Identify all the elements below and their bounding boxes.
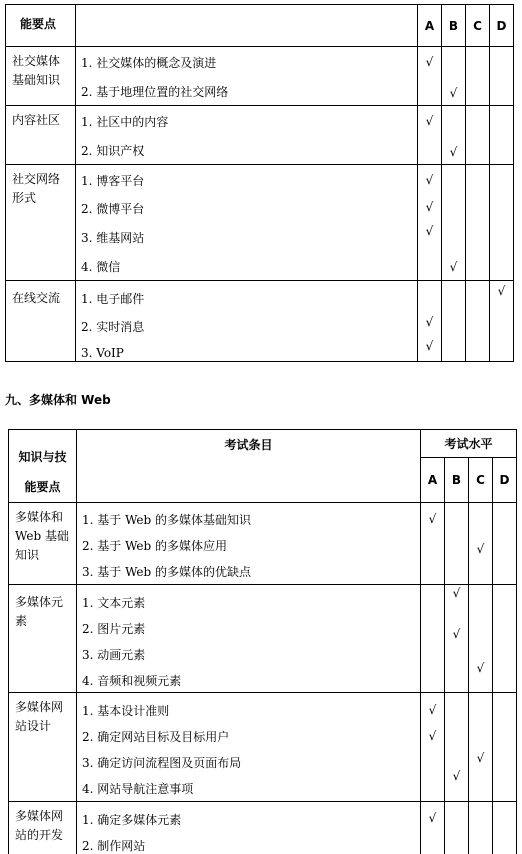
table-row — [9, 503, 517, 585]
level-cell-a — [421, 693, 445, 802]
check-mark: √ — [476, 661, 485, 675]
table-row — [6, 47, 514, 106]
list-item: 3. VoIP — [81, 346, 124, 360]
header-level-b: B — [442, 5, 466, 47]
check-mark: √ — [428, 703, 437, 717]
list-item: 1. 社交媒体的概念及演进 — [81, 56, 217, 70]
list-item: 4. 微信 — [81, 260, 121, 274]
table-row — [9, 693, 517, 802]
items-cell — [77, 585, 421, 693]
table-row — [6, 106, 514, 165]
check-mark: √ — [449, 145, 458, 159]
table-header-row — [9, 430, 517, 458]
list-item: 1. 确定多媒体元素 — [82, 813, 182, 827]
check-mark: √ — [425, 200, 434, 214]
level-cell-b — [445, 802, 469, 854]
items-cell — [76, 165, 418, 281]
check-mark: √ — [452, 769, 461, 783]
header-exam-level: 考试水平 — [421, 430, 517, 458]
list-item: 2. 基于 Web 的多媒体应用 — [82, 539, 228, 553]
level-cell-c — [469, 802, 493, 854]
list-item: 4. 音频和视频元素 — [82, 674, 182, 688]
level-cell-b — [442, 281, 466, 362]
level-cell-c — [466, 281, 490, 362]
level-cell-d — [493, 503, 517, 585]
items-cell — [76, 106, 418, 165]
level-cell-a — [418, 106, 442, 165]
level-cell-a — [418, 281, 442, 362]
list-item: 1. 电子邮件 — [81, 292, 145, 306]
check-mark: √ — [428, 512, 437, 526]
list-item: 1. 文本元素 — [82, 596, 146, 610]
table-header-row — [6, 5, 514, 47]
header-knowledge-point: 能要点 — [6, 5, 76, 47]
list-item: 2. 制作网站 — [82, 839, 146, 853]
items-cell — [77, 693, 421, 802]
header-items-blank — [76, 5, 418, 47]
table-row — [6, 281, 514, 362]
list-item: 2. 实时消息 — [81, 320, 145, 334]
category-cell: 社交网络形式 — [6, 165, 76, 281]
level-cell-d — [490, 106, 514, 165]
items-cell — [76, 281, 418, 362]
level-cell-c — [469, 693, 493, 802]
level-cell-b — [445, 585, 469, 693]
table-row — [9, 802, 517, 854]
level-cell-c — [466, 165, 490, 281]
level-cell-d — [493, 802, 517, 854]
header-level-c: C — [469, 457, 493, 502]
check-mark: √ — [452, 627, 461, 641]
level-cell-a — [418, 165, 442, 281]
header-level-c: C — [466, 5, 490, 47]
level-cell-c — [469, 503, 493, 585]
check-mark: √ — [428, 811, 437, 825]
check-mark: √ — [449, 260, 458, 274]
header-knowledge-line2: 能要点 — [24, 480, 61, 494]
section-heading: 九、多媒体和 Web — [5, 393, 111, 407]
category-cell: 多媒体元素 — [9, 585, 77, 693]
check-mark: √ — [476, 751, 485, 765]
check-mark: √ — [425, 224, 434, 238]
level-cell-b — [445, 503, 469, 585]
check-mark: √ — [476, 542, 485, 556]
curriculum-table-multimedia-web — [8, 429, 517, 854]
table-row — [9, 585, 517, 693]
header-level-d: D — [493, 457, 517, 502]
level-cell-d — [493, 585, 517, 693]
items-cell — [77, 802, 421, 854]
check-mark: √ — [425, 173, 434, 187]
level-cell-b — [445, 693, 469, 802]
list-item: 3. 维基网站 — [81, 231, 145, 245]
list-item: 2. 确定网站目标及目标用户 — [82, 730, 230, 744]
level-cell-d — [490, 47, 514, 106]
curriculum-table-social-media — [5, 4, 514, 362]
header-level-a: A — [421, 457, 445, 502]
level-cell-b — [442, 47, 466, 106]
header-level-d: D — [490, 5, 514, 47]
check-mark: √ — [425, 55, 434, 69]
check-mark: √ — [449, 86, 458, 100]
level-cell-a — [421, 503, 445, 585]
level-cell-b — [442, 106, 466, 165]
list-item: 1. 社区中的内容 — [81, 115, 169, 129]
list-item: 3. 动画元素 — [82, 648, 146, 662]
level-cell-a — [421, 802, 445, 854]
category-cell: 在线交流 — [6, 281, 76, 362]
list-item: 3. 确定访问流程图及页面布局 — [82, 756, 242, 770]
category-cell: 多媒体和 Web 基础知识 — [9, 503, 77, 585]
list-item: 2. 基于地理位置的社交网络 — [81, 85, 229, 99]
level-cell-c — [469, 585, 493, 693]
level-cell-c — [466, 47, 490, 106]
category-cell: 社交媒体基础知识 — [6, 47, 76, 106]
check-mark: √ — [452, 586, 461, 600]
category-cell: 多媒体网站设计 — [9, 693, 77, 802]
check-mark: √ — [497, 284, 506, 298]
level-cell-a — [418, 47, 442, 106]
table-row — [6, 165, 514, 281]
list-item: 2. 微博平台 — [81, 202, 145, 216]
check-mark: √ — [428, 729, 437, 743]
check-mark: √ — [425, 315, 434, 329]
list-item: 1. 基于 Web 的多媒体基础知识 — [82, 513, 252, 527]
header-level-b: B — [445, 457, 469, 502]
check-mark: √ — [425, 339, 434, 353]
list-item: 1. 基本设计准则 — [82, 704, 170, 718]
category-cell: 多媒体网站的开发 — [9, 802, 77, 854]
category-cell: 内容社区 — [6, 106, 76, 165]
level-cell-d — [490, 281, 514, 362]
items-cell — [76, 47, 418, 106]
list-item: 2. 知识产权 — [81, 144, 145, 158]
level-cell-d — [493, 693, 517, 802]
list-item: 4. 网站导航注意事项 — [82, 782, 194, 796]
list-item: 3. 基于 Web 的多媒体的优缺点 — [82, 565, 252, 579]
header-exam-items: 考试条目 — [77, 430, 421, 503]
level-cell-a — [421, 585, 445, 693]
level-cell-d — [490, 165, 514, 281]
items-cell — [77, 503, 421, 585]
list-item: 2. 图片元素 — [82, 622, 146, 636]
level-cell-b — [442, 165, 466, 281]
level-cell-c — [466, 106, 490, 165]
header-level-a: A — [418, 5, 442, 47]
list-item: 1. 博客平台 — [81, 174, 145, 188]
header-knowledge-line1: 知识与技 — [18, 450, 67, 464]
check-mark: √ — [425, 114, 434, 128]
header-knowledge-point — [9, 430, 77, 503]
